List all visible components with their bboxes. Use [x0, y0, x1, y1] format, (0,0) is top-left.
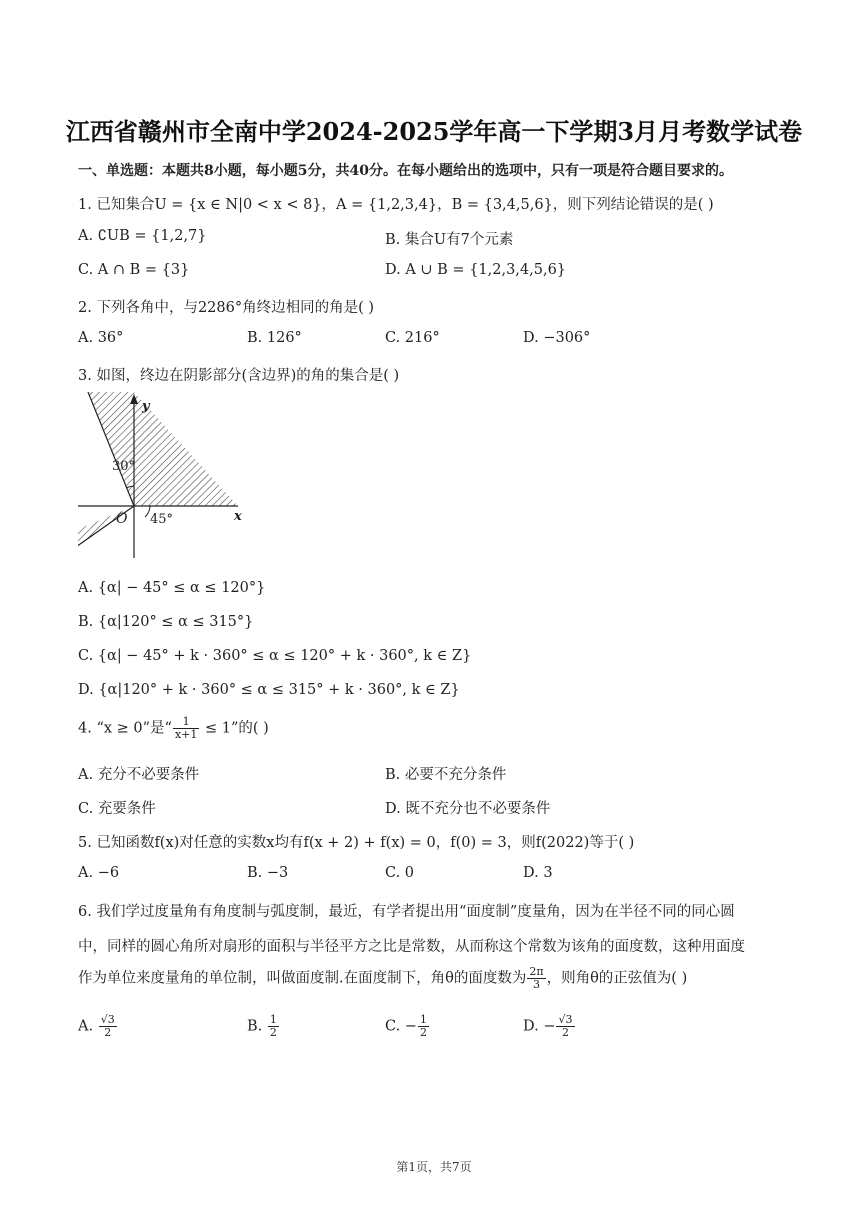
question-6-line-3-pre: 作为单位来度量角的单位制，叫做面度制.在面度制下，角θ的面度数为 — [78, 970, 527, 987]
question-6-line-3-post: ，则角θ的正弦值为( ) — [546, 970, 688, 987]
fraction-denominator: 2 — [269, 1026, 277, 1039]
question-4-option-a: A. 充分不必要条件 — [78, 767, 200, 783]
question-3-figure — [78, 392, 250, 560]
angle-45-label: 45° — [150, 512, 174, 527]
question-5-option-b: B. −3 — [247, 865, 289, 881]
option-label: A. — [78, 1018, 98, 1035]
option-label: D. − — [523, 1018, 556, 1035]
question-1-stem: 1. 已知集合U = {x ∈ N|0 < x < 8}，A = {1,2,3,4}，B = {3,4,5,6}，则下列结论错误的是( ) — [78, 197, 714, 213]
fraction-denominator: 2 — [419, 1026, 427, 1039]
question-6-option-c — [385, 1014, 430, 1039]
option-label: B. — [247, 1018, 267, 1035]
question-4-stem — [78, 716, 269, 741]
angle-diagram — [78, 392, 250, 560]
question-5-option-c: C. 0 — [385, 865, 415, 881]
option-fraction — [268, 1014, 279, 1039]
y-axis-label: y — [142, 399, 150, 414]
question-4-option-c: C. 充要条件 — [78, 801, 156, 817]
question-6-option-a — [78, 1014, 118, 1039]
x-axis-label: x — [234, 509, 242, 524]
fraction-denominator: 2 — [104, 1026, 112, 1039]
question-2-option-a: A. 36° — [78, 330, 124, 346]
fraction-denominator: 3 — [532, 978, 540, 991]
option-fraction — [418, 1014, 429, 1039]
question-4-stem-pre: 4. “x ≥ 0”是“ — [78, 720, 172, 737]
question-1-option-d: D. A ∪ B = {1,2,3,4,5,6} — [385, 262, 567, 278]
question-4-fraction — [173, 716, 199, 741]
question-5-stem: 5. 已知函数f(x)对任意的实数x均有f(x + 2) + f(x) = 0，f(0) = 3，则f(2022)等于( ) — [78, 835, 635, 851]
question-6-option-d — [523, 1014, 576, 1039]
question-1-option-c: C. A ∩ B = {3} — [78, 262, 190, 278]
question-1-option-b: B. 集合U有7个元素 — [385, 232, 514, 248]
question-6-line-1: 6. 我们学过度量角有角度制与弧度制，最近，有学者提出用“面度制”度量角，因为在半径不同的同心圆 — [78, 904, 735, 920]
question-6-fraction — [527, 966, 545, 991]
question-4-option-b: B. 必要不充分条件 — [385, 767, 507, 783]
fraction-numerator: 1 — [269, 1013, 277, 1026]
option-fraction — [99, 1014, 117, 1039]
page-title: 江西省赣州市全南中学2024-2025学年高一下学期3月月考数学试卷 — [65, 117, 803, 146]
question-6-line-2: 中，同样的圆心角所对扇形的面积与半径平方之比是常数，从而称这个常数为该角的面度数，这种用面度 — [78, 939, 745, 955]
option-fraction — [556, 1014, 574, 1039]
question-2-option-b: B. 126° — [247, 330, 302, 346]
page-footer: 第1页，共7页 — [396, 1160, 472, 1174]
question-4-option-d: D. 既不充分也不必要条件 — [385, 801, 551, 817]
fraction-numerator: √3 — [100, 1013, 115, 1026]
fraction-denominator: x+1 — [174, 728, 198, 741]
fraction-numerator: 1 — [173, 716, 199, 729]
fraction-numerator: 1 — [419, 1013, 427, 1026]
question-6-line-3 — [78, 966, 687, 991]
section-header: 一、单选题：本题共8小题，每小题5分，共40分。在每小题给出的选项中，只有一项是符合题目要求的。 — [78, 163, 733, 179]
question-3-option-c: C. {α| − 45° + k · 360° ≤ α ≤ 120° + k · 360°, k ∈ Z} — [78, 648, 472, 664]
question-6-option-b — [247, 1014, 280, 1039]
question-3-option-a: A. {α| − 45° ≤ α ≤ 120°} — [78, 580, 266, 596]
question-2-stem: 2. 下列各角中，与2286°角终边相同的角是( ) — [78, 300, 375, 316]
question-2-option-d: D. −306° — [523, 330, 591, 346]
fraction-numerator: 2π — [529, 965, 544, 978]
fraction-denominator: 2 — [561, 1026, 569, 1039]
question-3-stem: 3. 如图，终边在阴影部分(含边界)的角的集合是( ) — [78, 368, 400, 384]
question-1-option-a: A. ∁UB = {1,2,7} — [78, 228, 207, 244]
origin-label: O — [116, 511, 128, 527]
fraction-numerator: √3 — [558, 1013, 573, 1026]
question-2-option-c: C. 216° — [385, 330, 440, 346]
question-3-option-b: B. {α|120° ≤ α ≤ 315°} — [78, 614, 254, 630]
option-label: C. − — [385, 1018, 417, 1035]
question-5-option-d: D. 3 — [523, 865, 553, 881]
question-3-option-d: D. {α|120° + k · 360° ≤ α ≤ 315° + k · 360°, k ∈ Z} — [78, 682, 460, 698]
question-4-stem-post: ≤ 1”的( ) — [200, 720, 269, 737]
question-5-option-a: A. −6 — [78, 865, 120, 881]
angle-30-label: 30° — [112, 459, 136, 474]
